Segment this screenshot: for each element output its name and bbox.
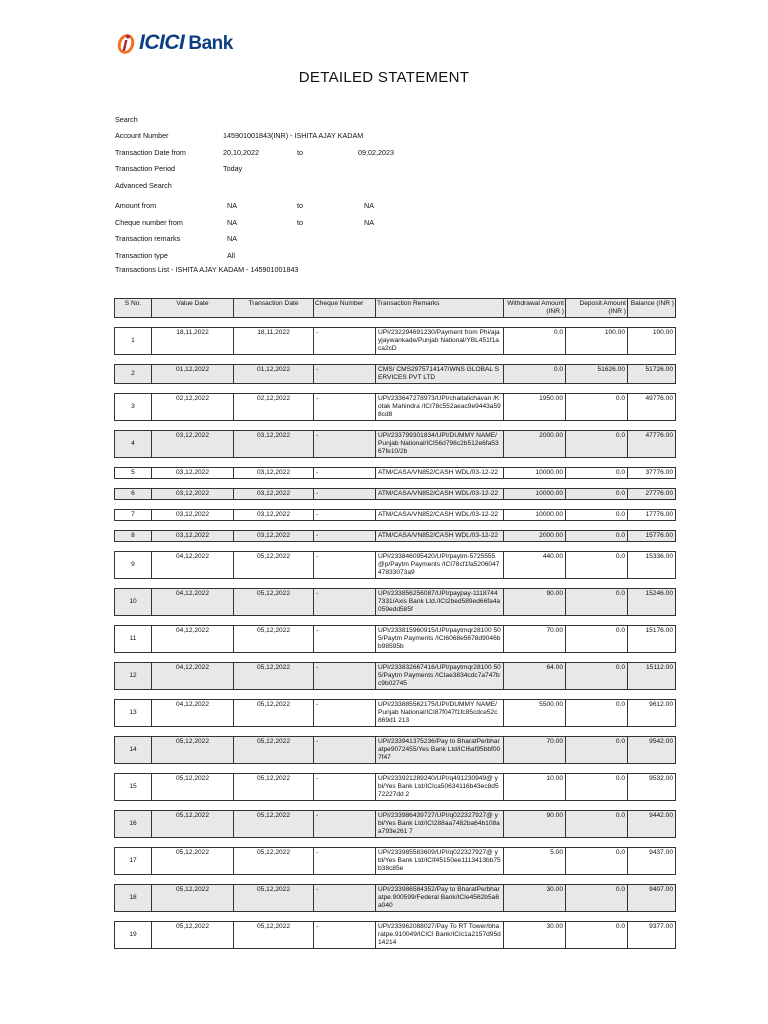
cell-transaction-date: 05,12,2022	[234, 662, 314, 690]
col-header-balance: Balance (INR )	[628, 298, 676, 318]
table-row	[114, 921, 676, 949]
cell-withdrawal: 2000.00	[504, 530, 566, 542]
table-row	[114, 509, 676, 521]
cell-sno: 12	[114, 662, 152, 690]
cell-value-date: 03,12,2022	[152, 430, 234, 458]
cell-value-date: 05,12,2022	[152, 773, 234, 801]
cell-cheque-number: -	[314, 364, 376, 384]
cell-balance: 9437.00	[628, 847, 676, 875]
cell-withdrawal: 70.00	[504, 736, 566, 764]
cell-transaction-date: 03,12,2022	[234, 530, 314, 542]
cheque-to-value: NA	[364, 218, 374, 227]
cell-cheque-number: -	[314, 509, 376, 521]
amount-to-label: to	[297, 201, 303, 210]
cell-transaction-date: 05,12,2022	[234, 847, 314, 875]
cell-balance: 9407.00	[628, 884, 676, 912]
date-to-value: 09,02,2023	[358, 148, 394, 157]
cell-withdrawal: 10000.00	[504, 509, 566, 521]
cell-withdrawal: 30.00	[504, 921, 566, 949]
cell-cheque-number: -	[314, 393, 376, 421]
cell-withdrawal: 64.00	[504, 662, 566, 690]
advanced-search-label: Advanced Search	[115, 181, 172, 190]
cell-balance: 9442.00	[628, 810, 676, 838]
cell-withdrawal: 10.00	[504, 773, 566, 801]
cell-value-date: 04,12,2022	[152, 662, 234, 690]
col-header-transaction-date: Transaction Date	[234, 298, 314, 318]
cell-value-date: 03,12,2022	[152, 488, 234, 500]
cheque-from-value: NA	[227, 218, 237, 227]
cell-deposit: 0.0	[566, 847, 628, 875]
cell-value-date: 05,12,2022	[152, 810, 234, 838]
table-row	[114, 530, 676, 542]
cell-cheque-number: -	[314, 810, 376, 838]
table-row	[114, 736, 676, 764]
col-header-cheque-number: Cheque Number	[314, 298, 376, 318]
cell-transaction-remarks: ATM/CASA/VN852/CASH WDL/03-12-22	[376, 530, 504, 542]
cell-cheque-number: -	[314, 625, 376, 653]
cell-transaction-remarks: UPI/233885562175/UPI/DUMMY NAME/Punjab National/ICI87f047f1fc85cdce52c869d1 213	[376, 699, 504, 727]
amount-to-value: NA	[364, 201, 374, 210]
cell-cheque-number: -	[314, 530, 376, 542]
cell-cheque-number: -	[314, 588, 376, 616]
cell-transaction-date: 05,12,2022	[234, 588, 314, 616]
type-value: All	[227, 251, 235, 260]
cell-transaction-remarks: UPI/233985583609/UPI/q022327927@ ybl/Yes Bank Ltd/ICIf45150ee1113413bb75b38c85e	[376, 847, 504, 875]
cell-value-date: 02,12,2022	[152, 393, 234, 421]
cell-deposit: 0.0	[566, 393, 628, 421]
cell-withdrawal: 0.0	[504, 364, 566, 384]
cell-sno: 8	[114, 530, 152, 542]
cell-deposit: 0.0	[566, 467, 628, 479]
cell-deposit: 0.0	[566, 488, 628, 500]
cell-value-date: 04,12,2022	[152, 699, 234, 727]
cell-balance: 27776.00	[628, 488, 676, 500]
table-row	[114, 662, 676, 690]
cell-sno: 5	[114, 467, 152, 479]
cell-deposit: 0.0	[566, 588, 628, 616]
cell-sno: 2	[114, 364, 152, 384]
cell-transaction-remarks: UPI/233846095420/UPI/paytm-5725555@p/Paytm Payments /ICI78cf1fa520604747833073a9	[376, 551, 504, 579]
cell-sno: 9	[114, 551, 152, 579]
cell-transaction-remarks: UPI/233986584352/Pay to BharatPe/bharatpe.900599/Federal Bank/ICIe4562b5a6a040	[376, 884, 504, 912]
cell-transaction-date: 03,12,2022	[234, 509, 314, 521]
table-row	[114, 884, 676, 912]
table-row	[114, 467, 676, 479]
table-row	[114, 773, 676, 801]
cell-value-date: 04,12,2022	[152, 625, 234, 653]
type-label: Transaction type	[115, 251, 168, 260]
cell-deposit: 100.00	[566, 327, 628, 355]
cell-cheque-number: -	[314, 467, 376, 479]
cell-cheque-number: -	[314, 847, 376, 875]
period-value: Today	[223, 164, 243, 173]
table-header-row	[114, 298, 676, 318]
cell-withdrawal: 90.00	[504, 810, 566, 838]
cell-deposit: 0.0	[566, 430, 628, 458]
cell-transaction-date: 01,12,2022	[234, 364, 314, 384]
account-value: 145901001843(INR) - ISHITA AJAY KADAM	[223, 131, 364, 140]
table-row	[114, 430, 676, 458]
col-header-sno: S No.	[114, 298, 152, 318]
cell-sno: 18	[114, 884, 152, 912]
cell-value-date: 04,12,2022	[152, 588, 234, 616]
cell-withdrawal: 30.00	[504, 884, 566, 912]
cell-transaction-remarks: UPI/233921289240/UPI/q491230949@ ybl/Yes Bank Ltd/ICIca50634116b43ec8d572227dd 2	[376, 773, 504, 801]
cell-deposit: 0.0	[566, 662, 628, 690]
cell-deposit: 0.0	[566, 625, 628, 653]
cell-deposit: 0.0	[566, 736, 628, 764]
table-row	[114, 810, 676, 838]
page-title: DETAILED STATEMENT	[298, 69, 470, 86]
table-row	[114, 699, 676, 727]
cell-transaction-date: 05,12,2022	[234, 921, 314, 949]
table-row	[114, 551, 676, 579]
cell-withdrawal: 440.00	[504, 551, 566, 579]
cell-balance: 100.00	[628, 327, 676, 355]
cell-balance: 49776.00	[628, 393, 676, 421]
cell-cheque-number: -	[314, 884, 376, 912]
cell-value-date: 04,12,2022	[152, 551, 234, 579]
cell-balance: 17776.00	[628, 509, 676, 521]
cell-sno: 16	[114, 810, 152, 838]
date-from-label: Transaction Date from	[115, 148, 186, 157]
cell-value-date: 05,12,2022	[152, 847, 234, 875]
cell-transaction-date: 05,12,2022	[234, 884, 314, 912]
cell-transaction-remarks: ATM/CASA/VN852/CASH WDL/03-12-22	[376, 509, 504, 521]
search-label: Search	[115, 115, 138, 124]
cell-transaction-remarks: ATM/CASA/VN852/CASH WDL/03-12-22	[376, 467, 504, 479]
cell-transaction-date: 05,12,2022	[234, 773, 314, 801]
remarks-label: Transaction remarks	[115, 234, 181, 243]
table-row	[114, 625, 676, 653]
cell-sno: 7	[114, 509, 152, 521]
cell-withdrawal: 0.0	[504, 327, 566, 355]
cell-balance: 15246.00	[628, 588, 676, 616]
cell-sno: 17	[114, 847, 152, 875]
table-row	[114, 364, 676, 384]
cell-withdrawal: 90.00	[504, 588, 566, 616]
cell-transaction-date: 03,12,2022	[234, 488, 314, 500]
cell-deposit: 51626.00	[566, 364, 628, 384]
cell-balance: 9612.00	[628, 699, 676, 727]
cell-transaction-date: 05,12,2022	[234, 551, 314, 579]
cell-transaction-remarks: UPI/233799301834/UPI/DUMMY NAME/Punjab National/ICI56d798c2b512e6fa5367fe10/2b	[376, 430, 504, 458]
cell-balance: 37776.00	[628, 467, 676, 479]
cell-value-date: 05,12,2022	[152, 884, 234, 912]
cell-sno: 10	[114, 588, 152, 616]
cell-withdrawal: 10000.00	[504, 488, 566, 500]
icici-bank-logo	[115, 30, 233, 56]
cell-deposit: 0.0	[566, 921, 628, 949]
cell-balance: 9532.00	[628, 773, 676, 801]
table-row	[114, 847, 676, 875]
cell-value-date: 05,12,2022	[152, 921, 234, 949]
cell-sno: 3	[114, 393, 152, 421]
cell-sno: 4	[114, 430, 152, 458]
cell-transaction-remarks: UPI/233986439727/UPI/q022327927@ ybl/Yes Bank Ltd/ICI288aa7482ba64b108aa793e261 7	[376, 810, 504, 838]
cell-transaction-date: 02,12,2022	[234, 393, 314, 421]
cell-cheque-number: -	[314, 488, 376, 500]
cell-deposit: 0.0	[566, 530, 628, 542]
cell-transaction-remarks: UPI/233941375236/Pay to BharatPe/bharatpe9072455/Yes Bank Ltd/ICI6af95bbf007f47	[376, 736, 504, 764]
cell-withdrawal: 70.00	[504, 625, 566, 653]
cell-cheque-number: -	[314, 430, 376, 458]
cell-withdrawal: 2000.00	[504, 430, 566, 458]
cell-deposit: 0.0	[566, 551, 628, 579]
cell-value-date: 03,12,2022	[152, 509, 234, 521]
table-row	[114, 588, 676, 616]
col-header-transaction-remarks: Transaction Remarks	[376, 298, 504, 318]
cell-deposit: 0.0	[566, 699, 628, 727]
cell-cheque-number: -	[314, 699, 376, 727]
cell-balance: 51726.00	[628, 364, 676, 384]
cell-sno: 13	[114, 699, 152, 727]
cell-transaction-remarks: UPI/233815960915/UPI/paytmqr28100 505/Paytm Payments /ICI6068e5678d9046bb98595b	[376, 625, 504, 653]
cell-cheque-number: -	[314, 327, 376, 355]
remarks-value: NA	[227, 234, 237, 243]
cell-transaction-date: 18,11,2022	[234, 327, 314, 355]
period-label: Transaction Period	[115, 164, 176, 173]
cell-deposit: 0.0	[566, 810, 628, 838]
cell-withdrawal: 1950.00	[504, 393, 566, 421]
date-to-label: to	[297, 148, 303, 157]
table-row	[114, 488, 676, 500]
cell-transaction-date: 05,12,2022	[234, 699, 314, 727]
cell-balance: 15336.00	[628, 551, 676, 579]
table-row	[114, 393, 676, 421]
cell-transaction-remarks: ATM/CASA/VN852/CASH WDL/03-12-22	[376, 488, 504, 500]
cell-transaction-date: 05,12,2022	[234, 736, 314, 764]
transactions-list-label: Transactions List - ISHITA AJAY KADAM - 145901001843	[115, 265, 299, 274]
col-header-deposit: Deposit Amount (INR )	[566, 298, 628, 318]
cell-sno: 1	[114, 327, 152, 355]
cell-sno: 19	[114, 921, 152, 949]
cell-cheque-number: -	[314, 662, 376, 690]
cell-value-date: 05,12,2022	[152, 736, 234, 764]
cell-transaction-remarks: UPI/233647278973/UPI/chaitalichavan /Kotak Mahindra /ICI78c552aeac9e9443a598cd8	[376, 393, 504, 421]
cell-value-date: 18,11,2022	[152, 327, 234, 355]
cell-balance: 9377.00	[628, 921, 676, 949]
cell-value-date: 03,12,2022	[152, 467, 234, 479]
cell-transaction-remarks: UPI/233962088027/Pay To RT Tower/bharatpe.910049/ICICI Bank/ICIc1a2157d95d14214	[376, 921, 504, 949]
transactions-table-body	[114, 327, 676, 949]
cell-transaction-remarks: UPI/233832667416/UPI/paytmqr28100 505/Paytm Payments /ICIae3834cdc7a747bc9b02745	[376, 662, 504, 690]
cell-transaction-remarks: UPI/232294691230/Payment from Phi/ajayjaywankade/Punjab National/YBL451f1aca2cD	[376, 327, 504, 355]
cell-withdrawal: 5.00	[504, 847, 566, 875]
cell-cheque-number: -	[314, 551, 376, 579]
logo-wordmark	[139, 31, 233, 55]
account-label: Account Number	[115, 131, 169, 140]
cell-transaction-date: 05,12,2022	[234, 625, 314, 653]
cell-balance: 15776.00	[628, 530, 676, 542]
cell-sno: 11	[114, 625, 152, 653]
col-header-withdrawal: Withdrawal Amount (INR )	[504, 298, 566, 318]
cell-balance: 47776.00	[628, 430, 676, 458]
cell-cheque-number: -	[314, 921, 376, 949]
cell-deposit: 0.0	[566, 509, 628, 521]
logo-icici-text: ICICI	[139, 31, 185, 54]
cell-balance: 15176.00	[628, 625, 676, 653]
amount-label: Amount from	[115, 201, 157, 210]
cell-withdrawal: 5500.00	[504, 699, 566, 727]
cell-transaction-remarks: UPI/233856256087/UPI/paypay-11187447331/Axis Bank Ltd./ICI2bed589ed66fa4a059edd585f	[376, 588, 504, 616]
cell-deposit: 0.0	[566, 773, 628, 801]
cell-cheque-number: -	[314, 736, 376, 764]
transactions-table	[114, 289, 676, 958]
cell-cheque-number: -	[314, 773, 376, 801]
cell-transaction-date: 05,12,2022	[234, 810, 314, 838]
logo-bank-text: Bank	[188, 33, 233, 54]
cell-value-date: 01,12,2022	[152, 364, 234, 384]
cell-withdrawal: 10000.00	[504, 467, 566, 479]
cell-deposit: 0.0	[566, 884, 628, 912]
cell-transaction-remarks: CMS/ CMS2975714147/WNS GLOBAL SERVICES PVT LTD	[376, 364, 504, 384]
cell-balance: 15112.00	[628, 662, 676, 690]
cell-sno: 6	[114, 488, 152, 500]
cell-transaction-date: 03,12,2022	[234, 467, 314, 479]
cell-balance: 9542.00	[628, 736, 676, 764]
date-from-value: 20,10,2022	[223, 148, 259, 157]
cell-sno: 14	[114, 736, 152, 764]
table-row	[114, 327, 676, 355]
col-header-value-date: Value Date	[152, 298, 234, 318]
cheque-to-label: to	[297, 218, 303, 227]
amount-from-value: NA	[227, 201, 237, 210]
cell-sno: 15	[114, 773, 152, 801]
icici-logo-icon	[115, 30, 137, 56]
cell-value-date: 03,12,2022	[152, 530, 234, 542]
cell-transaction-date: 03,12,2022	[234, 430, 314, 458]
cheque-label: Cheque number from	[115, 218, 183, 227]
